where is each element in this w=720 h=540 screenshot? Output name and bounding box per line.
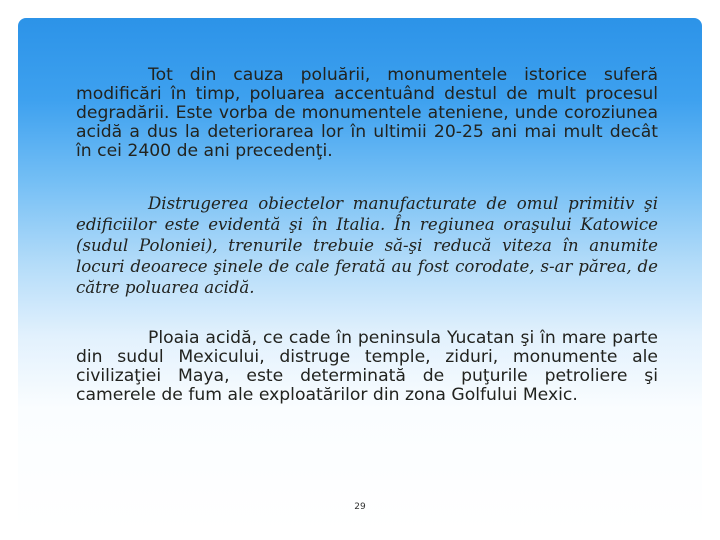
page-number: 29 xyxy=(354,502,366,512)
slide-background xyxy=(18,18,702,532)
paragraph-pollution-monuments: Tot din cauza poluării, monumentele istorice suferă modificări în timp, poluarea accentuând destul de mult procesul degradării. Este vorba de monumentele ateniene, unde coroziunea acidă a dus la deteriorarea lor în ultimii 20-25 ani mai mult decât în cei 2400 de ani precedenţi. xyxy=(76,65,658,161)
paragraph-acid-corrosion-examples: Distrugerea obiectelor manufacturate de omul primitiv şi edificiilor este evidentă şi în Italia. În regiunea oraşului Katowice (sudul Poloniei), trenurile trebuie să-şi reducă viteza în anumite locuri deoarece şinele de cale ferată au fost corodate, s-ar părea, de către poluarea acidă. xyxy=(76,194,658,297)
paragraph-acid-rain-mexico: Ploaia acidă, ce cade în peninsula Yucatan şi în mare parte din sudul Mexicului, distruge temple, ziduri, monumente ale civilizaţiei Maya, este determinată de puţurile petroliere şi camerele de fum ale exploatărilor din zona Golfului Mexic. xyxy=(76,328,658,405)
text-body xyxy=(76,66,658,405)
